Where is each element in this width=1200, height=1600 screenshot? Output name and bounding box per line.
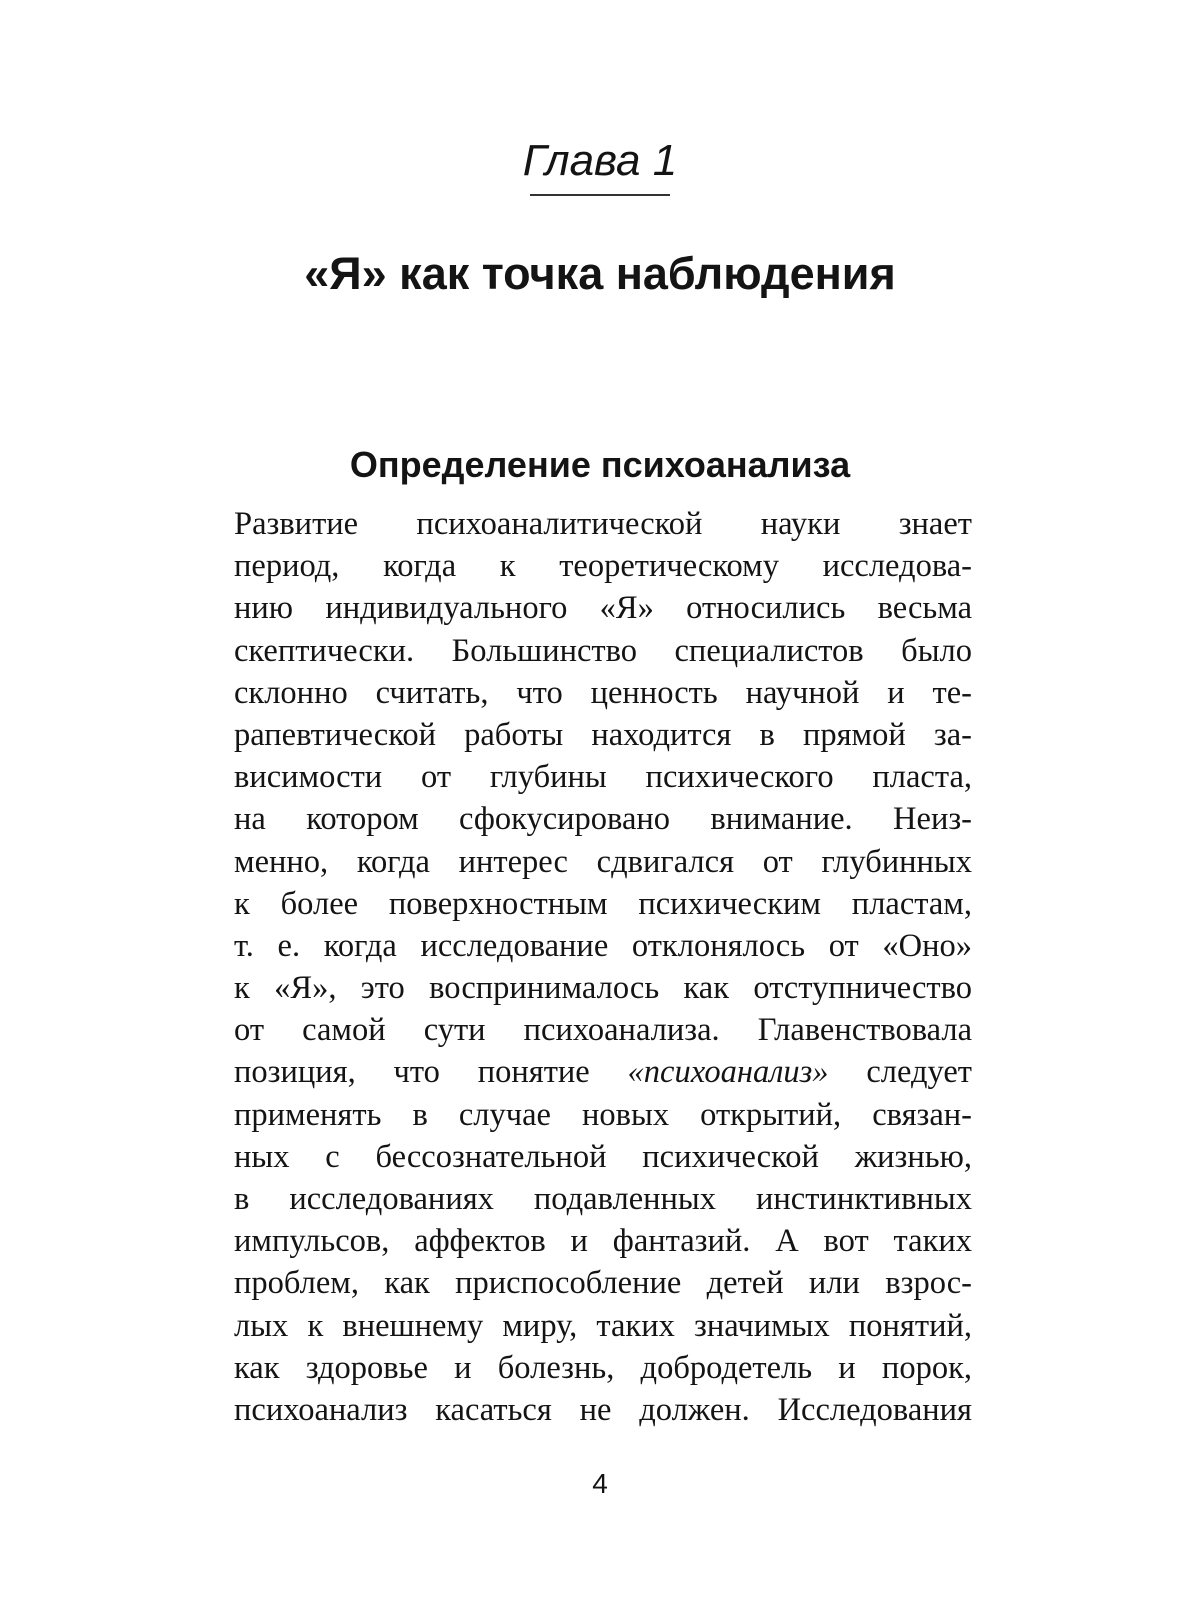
body-line: висимости от глубины психического пласта,	[234, 759, 972, 796]
body-line: применять в случае новых открытий, связан-	[234, 1096, 972, 1133]
body-line: импульсов, аффектов и фантазий. А вот таких	[234, 1223, 972, 1260]
chapter-title: «Я» как точка наблюдения	[304, 248, 896, 299]
body-line: от самой сути психоанализа. Главенствовала	[234, 1012, 972, 1049]
body-line: к более поверхностным психическим пластам,	[234, 885, 972, 922]
page-number: 4	[592, 1468, 608, 1499]
body-line: лых к внешнему миру, таких значимых понятий,	[234, 1307, 972, 1344]
body-line: позиция, что понятие «психоанализ» следует	[234, 1054, 972, 1091]
body-line: психоанализ касаться не должен. Исследования	[234, 1391, 972, 1428]
body-line: к «Я», это воспринималось как отступничество	[234, 970, 972, 1007]
body-line: т. е. когда исследование отклонялось от «Оно»	[234, 927, 972, 964]
body-line: период, когда к теоретическому исследова-	[234, 548, 972, 585]
body-line: склонно считать, что ценность научной и те-	[234, 674, 972, 711]
body-line: менно, когда интерес сдвигался от глубинных	[234, 843, 972, 880]
chapter-divider	[530, 194, 670, 196]
body-line: нию индивидуального «Я» относились весьма	[234, 590, 972, 627]
body-line: скептически. Большинство специалистов было	[234, 632, 972, 669]
body-line: проблем, как приспособление детей или взрос-	[234, 1265, 972, 1302]
body-line: на котором сфокусировано внимание. Неиз-	[234, 801, 972, 838]
body-text	[234, 503, 972, 1431]
emphasized-term: «психоанализ»	[627, 1054, 829, 1091]
body-line: Развитие психоаналитической науки знает	[234, 506, 972, 542]
chapter-label: Глава 1	[522, 136, 678, 185]
body-line: рапевтической работы находится в прямой за-	[234, 716, 972, 753]
body-line: как здоровье и болезнь, добродетель и порок,	[234, 1349, 972, 1386]
body-line: в исследованиях подавленных инстинктивных	[234, 1181, 972, 1217]
body-line: ных с бессознательной психической жизнью,	[234, 1138, 972, 1175]
section-title: Определение психоанализа	[349, 444, 851, 485]
